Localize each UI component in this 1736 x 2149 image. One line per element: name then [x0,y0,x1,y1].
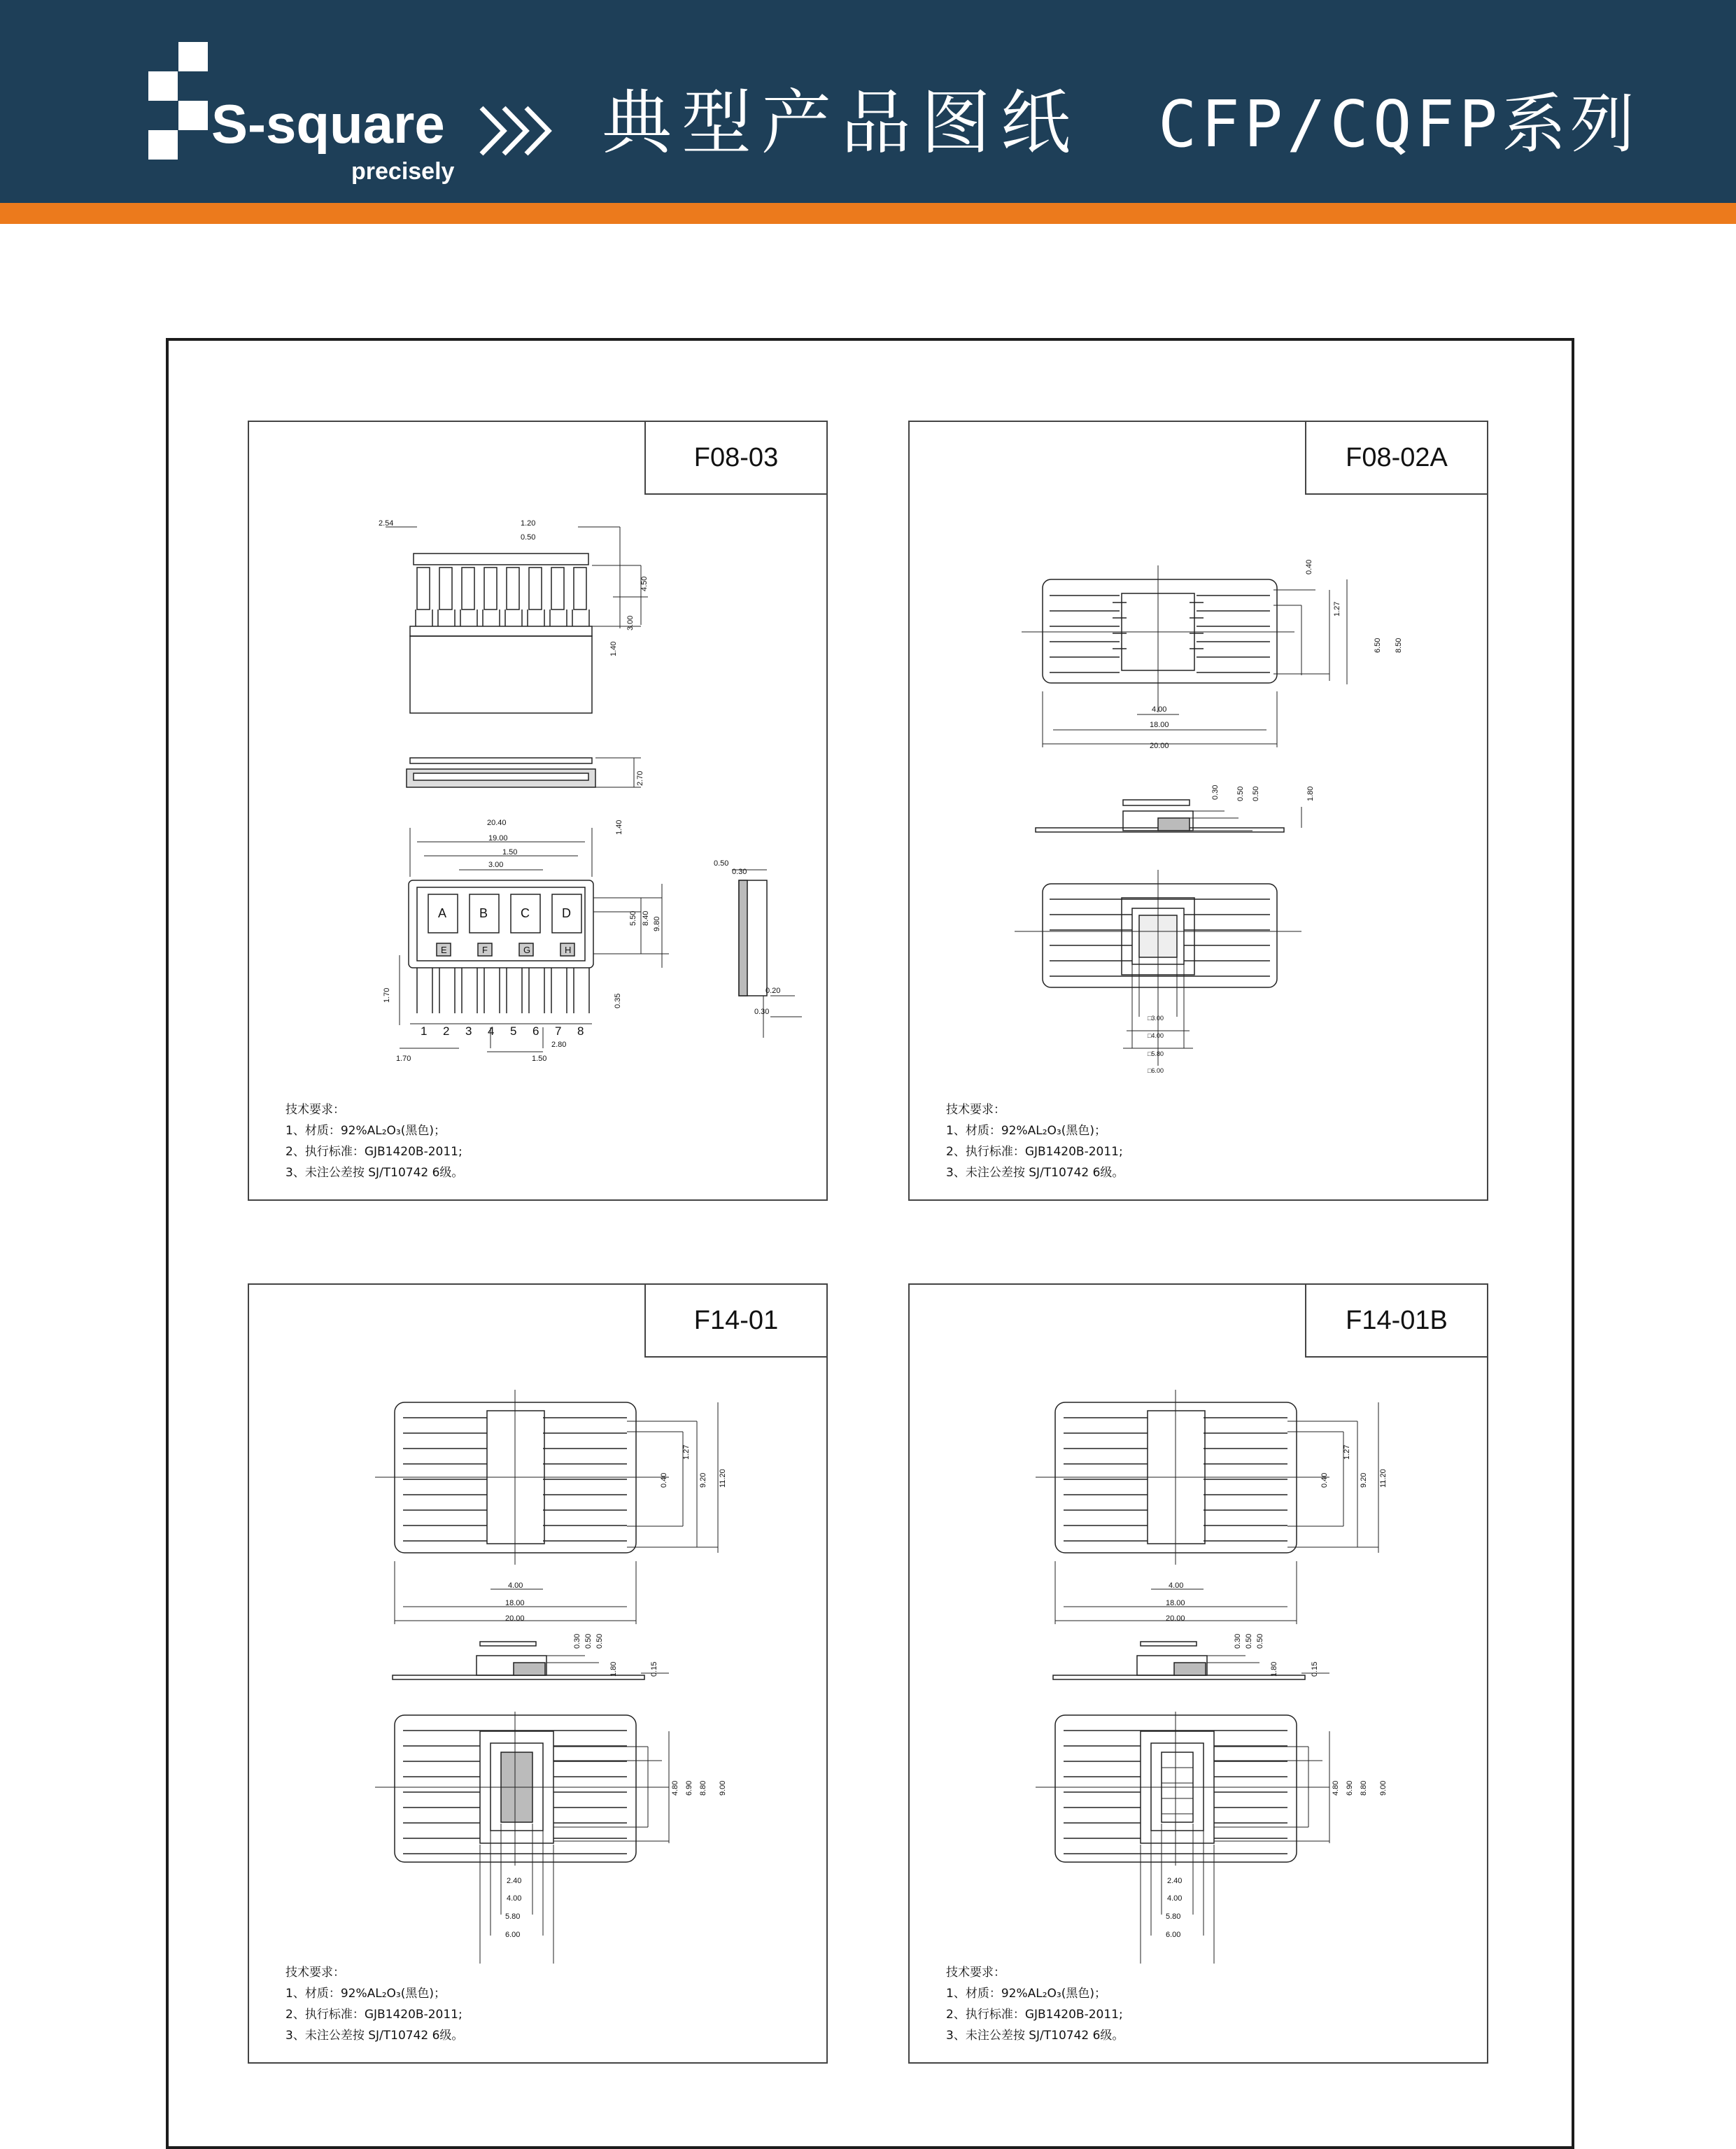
dim-label: 6.90 [685,1780,693,1796]
accent-stripe [0,203,1736,224]
dim-label: 0.50 [1236,786,1245,801]
note-line: 3、未注公差按 SJ/T10742 6级。 [285,2029,464,2043]
dim-label: 1.27 [1343,1444,1351,1460]
dim-label: 2.40 [1167,1877,1183,1885]
note-line: 2、执行标准：GJB1420B-2011; [285,2008,463,2022]
pin-number: 5 [510,1024,517,1038]
notes-heading: 技术要求： [285,1103,345,1117]
dim-label: 4.00 [507,1894,522,1903]
pad-label: E [441,945,447,955]
note-line: 2、执行标准：GJB1420B-2011; [285,1145,463,1159]
dim-label: 6.00 [1166,1931,1181,1939]
dim-label: □3.00 [1148,1015,1164,1022]
dim-label: 4.50 [640,576,649,591]
dim-label: 1.50 [532,1055,547,1063]
dim-label: 8.40 [642,910,650,926]
page-title: 典型产品图纸 [602,82,1080,164]
pin-number: 6 [532,1024,539,1038]
dim-label: 20.00 [505,1614,525,1623]
dim-label: 4.80 [671,1780,679,1796]
dim-label: 4.00 [1169,1581,1184,1590]
dim-label: 0.50 [1245,1633,1253,1649]
dim-label: 5.80 [1166,1912,1181,1921]
technical-notes [946,1099,1124,1183]
dim-label: 1.20 [521,519,536,528]
dim-label: 6.00 [505,1931,521,1939]
technical-notes [285,1099,463,1183]
dim-label: 1.40 [615,819,623,835]
dim-label: □6.00 [1148,1067,1164,1074]
dim-label: 1.70 [396,1055,411,1063]
dim-label: 11.20 [719,1469,727,1488]
dim-label: □5.80 [1148,1050,1164,1057]
dim-label: 0.50 [521,533,536,542]
dim-label: 19.00 [488,834,508,843]
dim-label: 0.30 [754,1008,770,1016]
triple-chevron-icon [476,99,560,162]
dim-label: 0.30 [1211,784,1220,800]
panel-title: F08-03 [644,422,826,495]
pin-number: 4 [488,1024,495,1038]
dim-label: 2.80 [551,1041,567,1049]
dim-label: 0.50 [595,1633,604,1649]
note-line: 2、执行标准：GJB1420B-2011; [946,2008,1123,2022]
f08-03-dims [249,422,826,1199]
notes-heading: 技术要求： [285,1966,345,1980]
dim-label: 2.40 [507,1877,522,1885]
dim-label: 0.50 [714,859,729,868]
dim-label: 9.20 [1360,1472,1368,1488]
dim-label: 9.20 [699,1472,707,1488]
note-line: 3、未注公差按 SJ/T10742 6级。 [946,2029,1124,2043]
dim-label: 20.00 [1150,742,1169,750]
dim-label: 9.00 [719,1780,727,1796]
dim-label: 1.27 [682,1444,691,1460]
dim-label: 1.80 [1306,786,1315,801]
technical-notes [946,1962,1124,2046]
dim-label: 9.80 [653,916,661,931]
technical-notes [285,1962,463,2046]
dim-label: 0.40 [1305,559,1313,575]
dim-label: 3.00 [626,615,635,630]
f14-01b-dims [910,1285,1487,2062]
dim-label: 1.70 [383,987,391,1003]
dim-label: 18.00 [1166,1599,1185,1607]
dim-label: 1.50 [502,848,518,857]
dim-label: □4.00 [1148,1032,1164,1039]
s-square-logo-icon [140,35,210,168]
note-line: 1、材质：92%AL₂O₃(黑色)； [285,1987,446,2001]
series-title: CFP/CQFP系列 [1158,87,1639,162]
note-line: 2、执行标准：GJB1420B-2011; [946,1145,1123,1159]
pin-number: 2 [443,1024,450,1038]
note-line: 3、未注公差按 SJ/T10742 6级。 [946,1166,1124,1180]
note-line: 1、材质：92%AL₂O₃(黑色)； [946,1987,1106,2001]
note-line: 3、未注公差按 SJ/T10742 6级。 [285,1166,464,1180]
dim-label: 1.40 [609,641,618,656]
dim-label: 8.80 [1360,1780,1368,1796]
dim-label: 0.50 [584,1633,593,1649]
dim-label: 11.20 [1379,1469,1388,1488]
dim-label: 5.80 [505,1912,521,1921]
pin-number: 8 [577,1024,584,1038]
cavity-label: B [479,906,488,920]
dim-label: 0.35 [614,993,622,1008]
pin-number: 7 [555,1024,562,1038]
note-line: 1、材质：92%AL₂O₃(黑色)； [946,1124,1106,1138]
dim-label: 20.00 [1166,1614,1185,1623]
f08-02a-dims [910,422,1487,1199]
f14-01-dims [249,1285,826,2062]
dim-label: 0.40 [660,1472,668,1488]
dim-label: 9.00 [1379,1780,1388,1796]
pad-label: H [565,945,572,955]
dim-label: 0.30 [573,1633,581,1649]
dim-label: 18.00 [1150,721,1169,729]
drawing-panel-f14-01 [248,1283,828,2064]
note-line: 1、材质：92%AL₂O₃(黑色)； [285,1124,446,1138]
dim-label: 0.20 [765,987,781,995]
panel-title: F14-01B [1305,1285,1487,1358]
pin-number: 1 [421,1024,428,1038]
drawing-panel-f14-01b [908,1283,1488,2064]
panel-title: F14-01 [644,1285,826,1358]
dim-label: 0.50 [1252,786,1260,801]
dim-label: 0.15 [1311,1661,1319,1677]
cavity-label: C [521,906,530,920]
notes-heading: 技术要求： [946,1103,1005,1117]
dim-label: 0.30 [1234,1633,1242,1649]
cavity-label: D [562,906,571,920]
dim-label: 3.00 [488,861,504,869]
pin-number: 3 [465,1024,472,1038]
dim-label: 4.80 [1332,1780,1340,1796]
brand-tagline: precisely [351,158,455,185]
cavity-label: A [438,906,447,920]
dim-label: 8.50 [1395,637,1403,653]
dim-label: 4.00 [1167,1894,1183,1903]
dim-label: 0.40 [1320,1472,1329,1488]
dim-label: 0.15 [650,1661,658,1677]
dim-label: 2.54 [379,519,394,528]
pad-label: F [482,945,488,955]
dim-label: 8.80 [699,1780,707,1796]
dim-label: 6.90 [1346,1780,1354,1796]
dim-label: 4.00 [1152,705,1167,714]
drawing-panel-f08-03 [248,421,828,1201]
drawing-panel-f08-02a [908,421,1488,1201]
dim-label: 5.50 [629,910,637,926]
dim-label: 1.27 [1333,601,1341,616]
dim-label: 0.50 [1256,1633,1264,1649]
dim-label: 0.30 [732,868,747,876]
brand-name: S-square [211,93,445,155]
dim-label: 2.70 [636,770,644,786]
pad-label: G [523,945,531,955]
dim-label: 20.40 [487,819,507,827]
dim-label: 1.80 [609,1661,618,1677]
dim-label: 1.80 [1270,1661,1278,1677]
dim-label: 6.50 [1374,637,1382,653]
dim-label: 4.00 [508,1581,523,1590]
panel-title: F08-02A [1305,422,1487,495]
notes-heading: 技术要求： [946,1966,1005,1980]
dim-label: 18.00 [505,1599,525,1607]
